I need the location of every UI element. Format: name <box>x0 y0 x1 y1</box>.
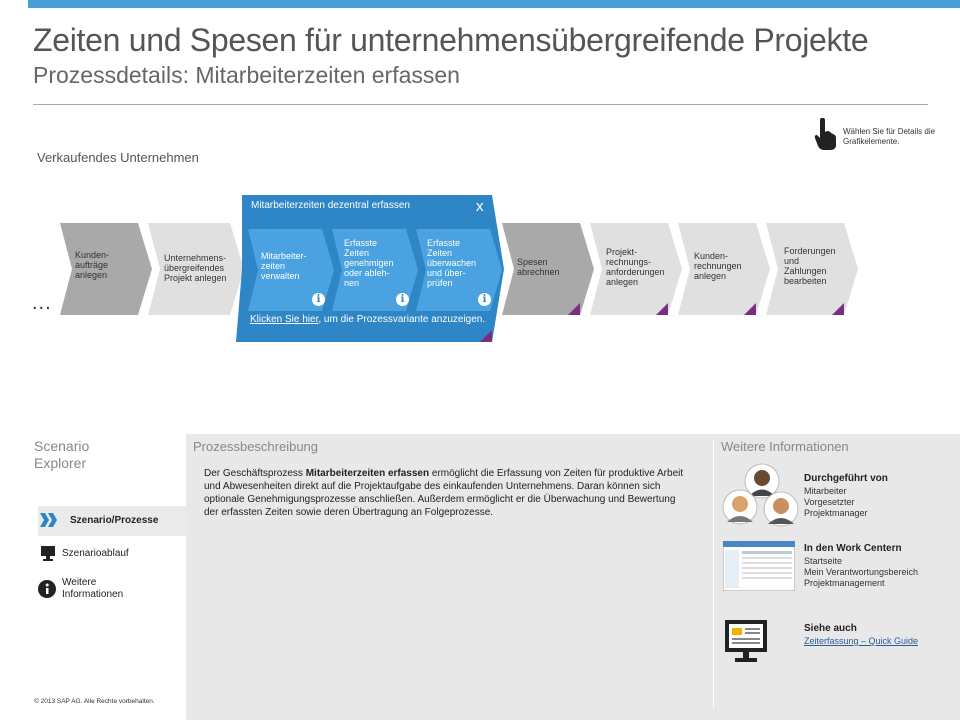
step-label: Forderungen und Zahlungen bearbeiten <box>784 246 836 286</box>
people-icon <box>722 463 800 529</box>
double-chevron-icon <box>40 513 58 527</box>
step-label: Spesen abrechnen <box>517 257 560 277</box>
work-center-screenshot <box>723 541 795 591</box>
substep-label: Erfasste Zeiten genehmigen oder ableh- nen <box>344 238 394 288</box>
page-subtitle: Prozessdetails: Mitarbeiterzeiten erfassen <box>33 62 460 88</box>
desc-bold: Mitarbeiterzeiten erfassen <box>305 468 430 479</box>
step-label: Unternehmens- übergreifendes Projekt anlegen <box>164 253 227 283</box>
close-icon[interactable]: x <box>476 198 484 215</box>
performed-by-title: Durchgeführt von <box>804 473 888 484</box>
step-kundenauftraege[interactable] <box>60 223 152 315</box>
step-projekt-anlegen[interactable] <box>148 223 244 315</box>
role-item: Projektmanager <box>804 508 868 518</box>
substep-mitarbeiterzeiten-verwalten[interactable] <box>248 229 334 311</box>
role-item: Mitarbeiter <box>804 486 847 496</box>
info-icon[interactable]: i <box>396 293 409 306</box>
header-divider <box>33 104 928 105</box>
section-label: Verkaufendes Unternehmen <box>37 150 199 165</box>
step-label: Kunden- rechnungen anlegen <box>694 251 742 281</box>
process-variant-link-text <box>250 313 500 326</box>
document-monitor-icon <box>725 620 767 664</box>
nav-item-szenarioablauf[interactable]: Szenarioablauf <box>62 548 129 559</box>
work-centers-title: In den Work Centern <box>804 543 902 554</box>
nav-item-label: Szenario/Prozesse <box>70 515 159 526</box>
more-steps-ellipsis[interactable]: ... <box>32 292 52 314</box>
top-accent-bar <box>28 0 960 8</box>
info-icon[interactable]: i <box>478 293 491 306</box>
page-title: Zeiten und Spesen für unternehmensübergreifende Projekte <box>33 22 869 58</box>
scenario-explorer-title: Scenario Explorer <box>34 438 90 471</box>
quick-guide-link[interactable]: Zeiterfassung – Quick Guide <box>804 636 919 646</box>
link-suffix: , um die Prozessvariante anzuzeigen. <box>318 314 486 325</box>
step-kundenrechnungen[interactable] <box>678 223 770 315</box>
process-description-text <box>204 467 684 519</box>
hand-pointer-icon <box>814 118 838 152</box>
desc-part: Der Geschäftsprozess <box>204 468 306 479</box>
step-spesen-abrechnen[interactable] <box>502 223 594 315</box>
performed-by-block <box>804 473 888 519</box>
step-label: Kunden- aufträge anlegen <box>75 250 110 280</box>
see-also-title: Siehe auch <box>804 623 857 634</box>
panel-title: Mitarbeiterzeiten dezentral erfassen <box>251 200 410 211</box>
nav-item-weitere-informationen[interactable]: Weitere Informationen <box>62 577 124 600</box>
work-center-item: Mein Verantwortungsbereich <box>804 567 919 577</box>
copyright: © 2013 SAP AG. Alle Rechte vorbehalten. <box>34 698 155 705</box>
work-center-item: Projektmanagement <box>804 578 885 588</box>
content-divider <box>713 440 714 708</box>
step-projektrechnungsanforderungen[interactable] <box>590 223 682 315</box>
work-centers-block <box>804 543 918 589</box>
substep-zeiten-genehmigen[interactable] <box>332 229 418 311</box>
substep-label: Erfasste Zeiten überwachen und über- prüfen <box>427 238 477 288</box>
process-description-heading: Prozessbeschreibung <box>193 439 319 454</box>
step-label: Projekt- rechnungs- anforderungen anlegen <box>606 247 665 287</box>
monitor-icon <box>40 545 56 561</box>
role-item: Vorgesetzter <box>804 497 855 507</box>
substep-zeiten-ueberwachen[interactable] <box>416 229 502 311</box>
desc-part: ermöglicht die Erfassung von Zeiten für produktive Arbeit und Abwesenheiten direkt auf die Projektaufgabe des einkaufenden Unternehmens. Daran können sich optionale Genehmigungsprozesse anschließen. Außerdem ermöglicht er die Überwachung und Bewertung der erfassten Zeiten sowie deren Übertragung an Folgeprozesse. <box>204 468 684 518</box>
process-variant-link[interactable]: Klicken Sie hier <box>250 314 319 325</box>
see-also-block <box>804 623 918 647</box>
step-forderungen-zahlungen[interactable] <box>766 223 858 315</box>
hint-text: Wählen Sie für Details die Grafikelemente. <box>843 127 936 146</box>
more-info-heading: Weitere Informationen <box>721 439 849 454</box>
substep-label: Mitarbeiter- zeiten verwalten <box>261 251 307 281</box>
work-center-item: Startseite <box>804 556 843 566</box>
info-icon[interactable]: i <box>312 293 325 306</box>
info-icon <box>38 580 56 598</box>
